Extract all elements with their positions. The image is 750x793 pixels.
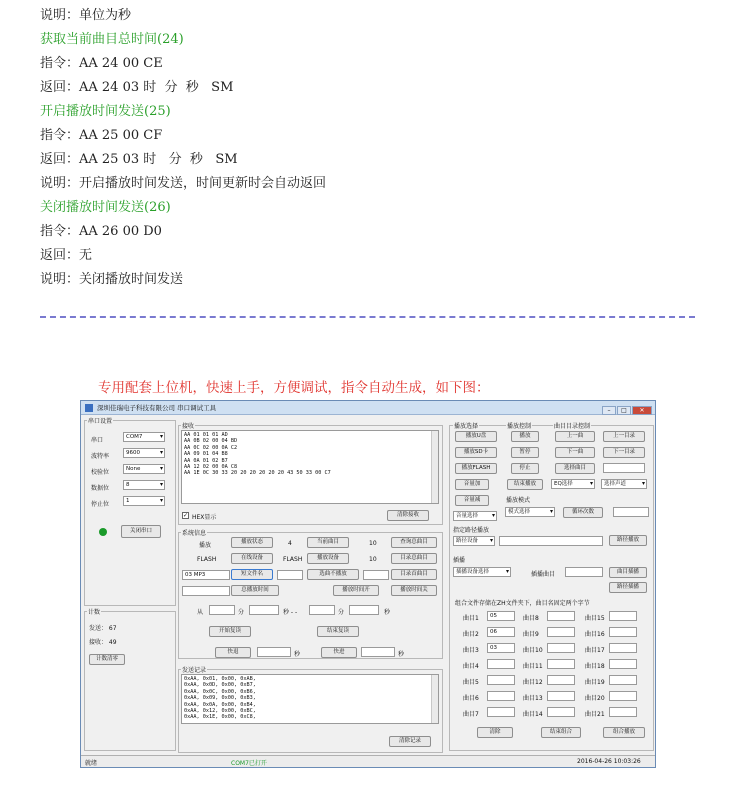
track-insert-button[interactable]: 曲目插播	[609, 567, 647, 578]
combo-track-input[interactable]	[609, 659, 637, 669]
recv-count: 接收： 49	[89, 639, 117, 646]
next-dir-button[interactable]: 下一目录	[603, 447, 645, 458]
dir-total-button[interactable]: 目录总曲目	[391, 553, 437, 564]
path-play-button[interactable]: 路径播放	[609, 535, 647, 546]
window-titlebar	[81, 401, 655, 415]
play-control-label: 播放控制	[507, 423, 532, 430]
volume-select[interactable]: 音量选择 ▾	[453, 511, 497, 521]
time-on-button[interactable]: 播放时间开	[333, 585, 379, 596]
combo-track-input[interactable]	[547, 707, 575, 717]
parity-select[interactable]: None ▾	[123, 464, 165, 474]
combo-track-input[interactable]	[609, 691, 637, 701]
play-device-value: FLASH	[283, 556, 303, 563]
fast-back-field[interactable]	[257, 647, 291, 657]
device-select-label: 播放选择	[454, 423, 479, 430]
from-label: 从	[197, 609, 204, 616]
to-min-field[interactable]	[309, 605, 335, 615]
serial-tool-window	[80, 400, 656, 768]
port-select[interactable]: COM7 ▾	[123, 432, 165, 442]
combo-track-label: 曲目10	[523, 647, 543, 654]
minimize-icon[interactable]: –	[602, 406, 616, 415]
path-play-label: 指定路径播放	[453, 527, 490, 534]
min-label: 分	[238, 609, 245, 616]
sent-count: 发送： 67	[89, 625, 117, 632]
databits-select[interactable]: 8 ▾	[123, 480, 165, 490]
combo-play-button[interactable]: 组合播放	[603, 727, 645, 738]
stopbits-select[interactable]: 1 ▾	[123, 496, 165, 506]
play-status-button[interactable]: 播放状态	[231, 537, 273, 548]
short-name-field[interactable]: 03 MP3	[182, 570, 230, 580]
loop-count-field[interactable]	[613, 507, 649, 517]
current-track-button[interactable]: 当前曲目	[307, 537, 349, 548]
combo-track-input[interactable]	[487, 691, 515, 701]
combo-track-label: 曲目21	[585, 711, 605, 718]
combo-track-input[interactable]: 05	[487, 611, 515, 621]
combo-track-label: 曲目9	[523, 631, 539, 638]
combo-track-label: 曲目5	[463, 679, 479, 686]
combo-track-input[interactable]	[547, 611, 575, 621]
total-time-field[interactable]	[182, 586, 230, 596]
to-sec-field[interactable]	[349, 605, 379, 615]
port-label: 串口	[91, 437, 104, 444]
play-flash-button[interactable]: 播放FLASH	[455, 463, 497, 474]
play-status-value: 播放	[199, 542, 212, 549]
send-text: 0xAA, 0x01, 0x00, 0xAB, 0xAA, 0x0D, 0x00, 0xB7, 0xAA, 0x0C, 0x00, 0xB6, 0xAA, 0x09, 0x00, 0xB3, 0xAA, 0x0A, 0x00, 0xB4, 0xAA, 0x12, 0x00, 0xBC, 0xAA, 0x1E, 0x00, 0xC8,	[184, 676, 256, 721]
combo-track-label: 曲目14	[523, 711, 543, 718]
section-heading: 获取当前曲目总时间(24)	[40, 32, 184, 47]
status-ready: 就绪	[85, 760, 98, 767]
sec3-label: 秒	[294, 651, 301, 658]
prev-dir-button[interactable]: 上一目录	[603, 431, 645, 442]
combo-track-input[interactable]	[487, 659, 515, 669]
path-device-select[interactable]: 路径设备 ▾	[453, 536, 495, 546]
baud-select[interactable]: 9600 ▾	[123, 448, 165, 458]
doc-line: 说明：关闭播放时间发送	[40, 272, 184, 287]
play-status-number: 4	[288, 540, 292, 547]
caption: 专用配套上位机，快速上手，方便调试，指令自动生成，如下图：	[98, 380, 490, 396]
combo-track-input[interactable]	[547, 643, 575, 653]
insert-device-select[interactable]: 插播设备选择 ▾	[453, 567, 511, 577]
repeat-start-button[interactable]: 开始复读	[209, 626, 251, 637]
insert-track-field[interactable]	[565, 567, 603, 577]
online-device-value: FLASH	[197, 556, 217, 563]
channel-select[interactable]: 选择声道 ▾	[601, 479, 647, 489]
receive-textarea[interactable]	[181, 430, 439, 504]
send-textarea[interactable]	[181, 674, 439, 724]
next-track-button[interactable]: 下一曲	[555, 447, 595, 458]
fast-forward-field[interactable]	[361, 647, 395, 657]
section-heading: 开启播放时间发送(25)	[40, 104, 171, 119]
pause-button[interactable]: 暂停	[511, 447, 539, 458]
play-udisk-button[interactable]: 播放U盘	[455, 431, 497, 442]
select-no-play-button[interactable]: 选曲不播放	[307, 569, 359, 580]
combo-track-input[interactable]	[547, 675, 575, 685]
combo-end-button[interactable]: 结束组合	[541, 727, 581, 738]
combo-track-label: 曲目18	[585, 663, 605, 670]
close-icon[interactable]: ✕	[632, 406, 652, 415]
doc-line: 返回：AA 24 03 时 分 秒 SM	[40, 80, 234, 95]
sysinfo-label: 系统信息	[182, 530, 207, 537]
combo-track-label: 曲目1	[463, 615, 479, 622]
send-label: 发送记录	[182, 667, 207, 674]
combo-track-label: 曲目7	[463, 711, 479, 718]
send-scrollbar[interactable]	[431, 675, 438, 723]
count-label: 计数	[88, 609, 101, 616]
combo-track-label: 曲目8	[523, 615, 539, 622]
doc-line: 指令：AA 25 00 CF	[40, 128, 163, 143]
combo-track-label: 曲目3	[463, 647, 479, 654]
clear-receive-button[interactable]: 清除接收	[387, 510, 429, 521]
select-track-button[interactable]: 选择曲目	[555, 463, 595, 474]
min2-label: 分	[338, 609, 345, 616]
combo-track-label: 曲目4	[463, 663, 479, 670]
receive-scrollbar[interactable]	[431, 431, 438, 503]
window-title: 深圳佳瑞电子科技有限公司 串口调试工具	[97, 404, 217, 412]
from-sec-field[interactable]	[249, 605, 279, 615]
play-sd-button[interactable]: 播放SD卡	[455, 447, 497, 458]
select-track-field[interactable]	[277, 570, 303, 580]
prev-track-button[interactable]: 上一曲	[555, 431, 595, 442]
dir-total-value: 10	[369, 556, 377, 563]
dir-first-button[interactable]: 目录首曲目	[391, 569, 437, 580]
hex-display-label: HEX显示	[192, 514, 217, 521]
combo-track-label: 曲目12	[523, 679, 543, 686]
databits-label: 数据位	[91, 485, 110, 492]
sec-label: 秒 - -	[283, 609, 298, 616]
count-group	[84, 611, 176, 751]
doc-line: 说明：开启播放时间发送，时间更新时会自动返回	[40, 176, 327, 191]
combo-track-input[interactable]	[609, 627, 637, 637]
stopbits-label: 停止位	[91, 501, 110, 508]
port-status-indicator	[99, 528, 107, 536]
combo-track-input[interactable]	[547, 691, 575, 701]
hex-display-checkbox[interactable]: ✓	[183, 512, 189, 519]
combo-track-label: 曲目11	[523, 663, 543, 670]
play-mode-label: 播放模式	[506, 497, 531, 504]
combo-track-input[interactable]	[609, 611, 637, 621]
combo-track-label: 曲目15	[585, 615, 605, 622]
online-device-button[interactable]: 在线设备	[231, 553, 273, 564]
app-icon	[85, 404, 93, 412]
combo-track-label: 曲目19	[585, 679, 605, 686]
combo-track-input[interactable]	[547, 659, 575, 669]
fast-forward-button[interactable]: 快进	[321, 647, 357, 658]
path-field[interactable]	[499, 536, 603, 546]
select-track-input[interactable]	[603, 463, 645, 473]
sec2-label: 秒	[384, 609, 391, 616]
section-heading: 关闭播放时间发送(26)	[40, 200, 171, 215]
stop-button[interactable]: 停止	[511, 463, 539, 474]
volume-up-button[interactable]: 音量加	[455, 479, 489, 490]
combo-track-input[interactable]: 03	[487, 643, 515, 653]
insert-label: 插播	[453, 557, 466, 564]
combo-track-label: 曲目2	[463, 631, 479, 638]
combo-track-input[interactable]	[487, 675, 515, 685]
doc-line: 说明：单位为秒	[40, 8, 132, 23]
time-off-button[interactable]: 播放时间关	[391, 585, 437, 596]
combo-track-label: 曲目13	[523, 695, 543, 702]
short-name-button[interactable]: 短文件名	[231, 569, 273, 580]
dir-first-field[interactable]	[363, 570, 389, 580]
status-bar	[81, 755, 655, 767]
eq-select[interactable]: EQ选择 ▾	[551, 479, 595, 489]
combo-track-label: 曲目6	[463, 695, 479, 702]
dir-control-label: 曲目目录控制	[554, 423, 591, 430]
total-time-button[interactable]: 总播放时间	[231, 585, 279, 596]
doc-line: 返回：AA 25 03 时 分 秒 SM	[40, 152, 238, 167]
combo-track-label: 曲目16	[585, 631, 605, 638]
volume-down-button[interactable]: 音量减	[455, 495, 489, 506]
maximize-icon[interactable]: □	[617, 406, 631, 415]
combo-track-input[interactable]	[609, 643, 637, 653]
combo-track-input[interactable]	[609, 675, 637, 685]
receive-text: AA 01 01 01 AD AA 0B 02 00 04 BD AA 0C 02 00 0A C2 AA 09 01 04 B8 AA 0A 01 02 B7 AA 12 02 00 0A C8 AA 1E 0C 30 33 20 20 20 20 20 20 43 50 33 00 C7	[184, 432, 331, 477]
clear-send-button[interactable]: 清除记录	[389, 736, 431, 747]
fast-back-button[interactable]: 快退	[215, 647, 251, 658]
close-port-button[interactable]: 关闭串口	[121, 525, 161, 538]
combo-track-label: 曲目17	[585, 647, 605, 654]
serial-settings-label: 串口设置	[88, 418, 113, 425]
combo-track-label: 曲目20	[585, 695, 605, 702]
status-port: COM7已打开	[231, 760, 267, 767]
receive-label: 接收	[182, 423, 195, 430]
combo-track-input[interactable]	[487, 707, 515, 717]
from-min-field[interactable]	[209, 605, 235, 615]
doc-line: 指令：AA 24 00 CE	[40, 56, 163, 71]
combo-label: 组合文件存储在ZH文件夹下，曲目名固定两个字节	[455, 600, 590, 607]
end-play-button[interactable]: 结束播放	[507, 479, 543, 490]
doc-line: 返回：无	[40, 248, 93, 263]
sec4-label: 秒	[398, 651, 405, 658]
parity-label: 校验位	[91, 469, 110, 476]
play-device-button[interactable]: 播放设备	[307, 553, 349, 564]
combo-track-input[interactable]	[547, 627, 575, 637]
combo-track-input[interactable]	[609, 707, 637, 717]
path-insert-button[interactable]: 路径插播	[609, 582, 647, 593]
baud-label: 波特率	[91, 453, 110, 460]
window-controls	[601, 403, 652, 417]
clear-count-button[interactable]: 计数清零	[89, 654, 125, 665]
dashed-separator	[40, 316, 695, 318]
mode-select[interactable]: 模式选择 ▾	[505, 507, 555, 517]
status-time: 2016-04-26 10:03:26	[577, 758, 641, 765]
repeat-end-button[interactable]: 结束复读	[317, 626, 359, 637]
doc-line: 指令：AA 26 00 D0	[40, 224, 162, 239]
loop-count-button[interactable]: 循环次数	[563, 507, 603, 518]
combo-clear-button[interactable]: 清除	[477, 727, 513, 738]
play-button[interactable]: 播放	[511, 431, 539, 442]
query-total-button[interactable]: 查询总曲目	[391, 537, 437, 548]
current-track-value: 10	[369, 540, 377, 547]
insert-track-label: 插播曲目	[531, 571, 556, 578]
combo-track-input[interactable]: 06	[487, 627, 515, 637]
